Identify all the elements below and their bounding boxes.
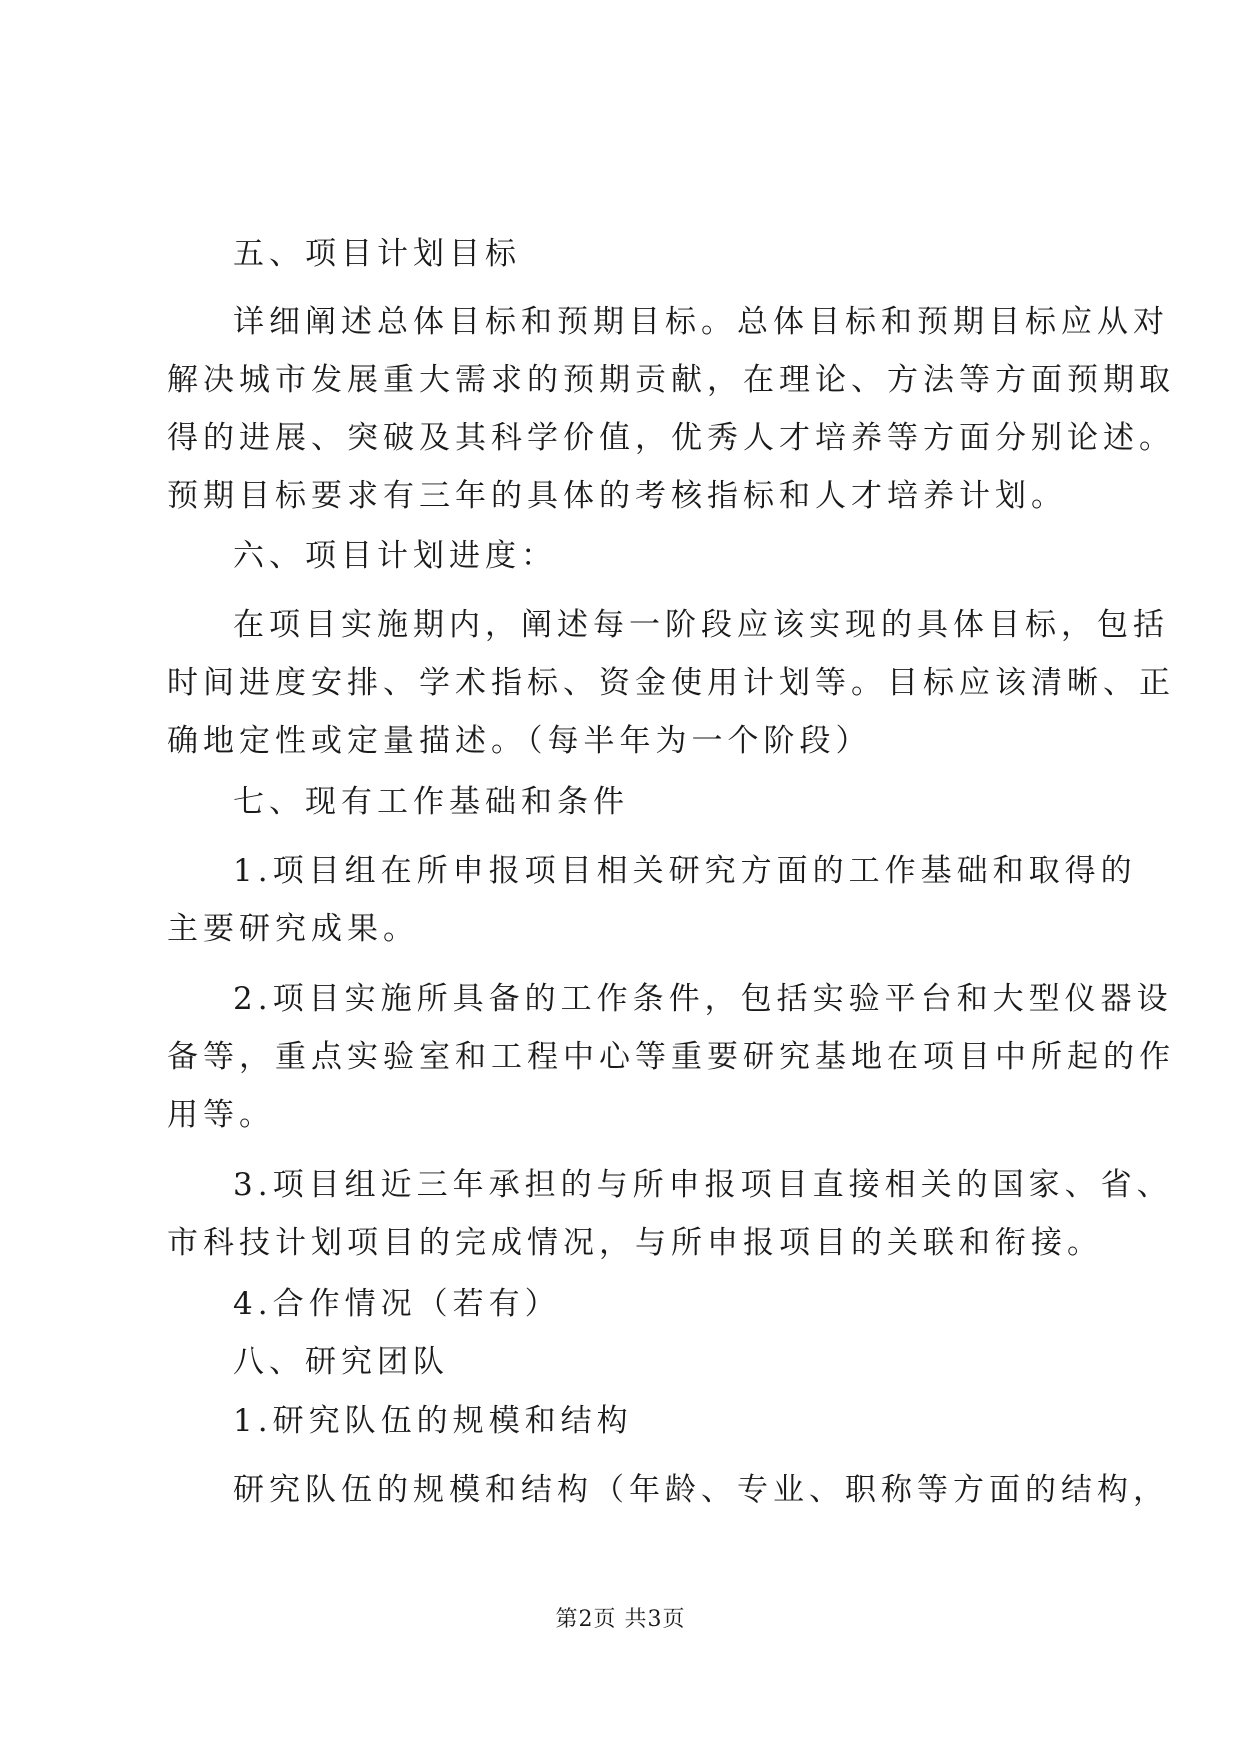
list-item-line: 市科技计划项目的完成情况，与所申报项目的关联和衔接。 xyxy=(167,1225,1103,1261)
page-footer: 第2页 共3页 xyxy=(555,1607,686,1632)
list-item-line: 2.项目实施所具备的工作条件，包括实验平台和大型仪器设 xyxy=(233,981,1173,1017)
list-item-line: 1.研究队伍的规模和结构 xyxy=(233,1403,633,1439)
list-item-line: 3.项目组近三年承担的与所申报项目直接相关的国家、省、 xyxy=(233,1167,1173,1203)
paragraph-line: 时间进度安排、学术指标、资金使用计划等。目标应该清晰、正 xyxy=(167,665,1175,701)
list-item-line: 主要研究成果。 xyxy=(167,911,419,947)
list-item-line: 备等，重点实验室和工程中心等重要研究基地在项目中所起的作 xyxy=(167,1039,1175,1075)
section-heading-6: 六、项目计划进度： xyxy=(233,538,557,574)
list-item-line: 4.合作情况（若有） xyxy=(233,1286,561,1322)
section-heading-8: 八、研究团队 xyxy=(233,1344,449,1380)
list-item-line: 1.项目组在所申报项目相关研究方面的工作基础和取得的 xyxy=(233,853,1137,889)
paragraph-line: 确地定性或定量描述。（每半年为一个阶段） xyxy=(167,723,872,759)
section-heading-5: 五、项目计划目标 xyxy=(233,236,521,272)
paragraph-line: 解决城市发展重大需求的预期贡献，在理论、方法等方面预期取 xyxy=(167,362,1175,398)
paragraph-line: 在项目实施期内，阐述每一阶段应该实现的具体目标，包括 xyxy=(233,607,1169,643)
paragraph-line: 预期目标要求有三年的具体的考核指标和人才培养计划。 xyxy=(167,478,1067,514)
paragraph-line: 研究队伍的规模和结构（年龄、专业、职称等方面的结构， xyxy=(233,1472,1169,1508)
paragraph-line: 详细阐述总体目标和预期目标。总体目标和预期目标应从对 xyxy=(233,304,1169,340)
paragraph-line: 得的进展、突破及其科学价值，优秀人才培养等方面分别论述。 xyxy=(167,420,1175,456)
list-item-line: 用等。 xyxy=(167,1097,275,1133)
section-heading-7: 七、现有工作基础和条件 xyxy=(233,784,629,820)
